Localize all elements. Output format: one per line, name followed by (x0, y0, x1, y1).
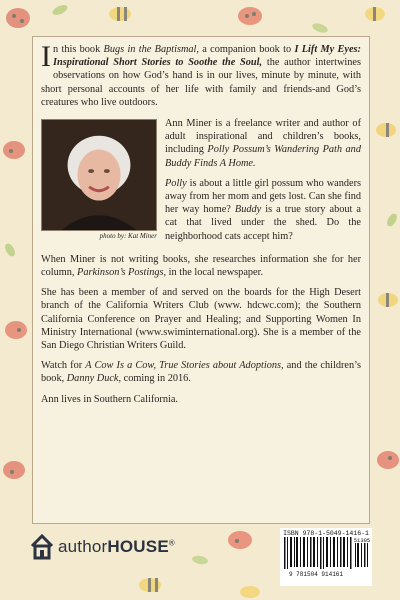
bee-icon (109, 7, 131, 21)
column-title: Parkinson’s Postings, (77, 267, 167, 279)
leaf-icon (385, 212, 399, 228)
membership-paragraph: She has been a member of and served on the boards for the High Desert branch of the California Writers Club (www. hdcwc.com); the Southern California Conference on Prayer and Healing; and Supporting Women In Ministry International (www.swiminternational.org). She is a member of the San Diego Christian Writers Guild. (41, 287, 361, 352)
isbn-number: ISBN 978-1-5049-1416-1 (283, 530, 369, 537)
bee-icon (378, 293, 398, 307)
back-cover-text-panel (32, 36, 370, 524)
author-photo (41, 119, 157, 231)
book-titles: Polly Possum’s Wandering Path and Buddy Finds A Home. (165, 144, 361, 169)
publisher-logo (30, 533, 175, 561)
bee-icon (240, 586, 260, 598)
book-title: I Lift My Eyes: Inspirational Short Stories to Soothe the Soul, (53, 44, 361, 69)
barcode-digits: 9 781504 914161 (288, 571, 344, 577)
leaf-icon (311, 22, 329, 35)
barcode-icon (280, 537, 372, 577)
photo-credit: photo by: Kat Miner (99, 232, 157, 241)
ladybug-icon (3, 141, 25, 159)
price-code: 51395 (353, 537, 371, 544)
house-logo-icon (30, 534, 54, 560)
leaf-icon (191, 555, 208, 566)
column-paragraph: When Miner is not writing books, she researches information she for her column, Parkinson’s Postings, in the local newspaper. (41, 253, 361, 279)
upcoming-books-paragraph: Watch for A Cow Is a Cow, True Stories about Adoptions, and the children’s book, Danny Duck, coming in 2016. (41, 360, 362, 385)
leaf-icon (3, 242, 17, 258)
bee-icon (139, 578, 161, 592)
ladybug-icon (377, 451, 399, 469)
intro-paragraph: In this book Bugs in the Baptismal, a companion book to I Lift My Eyes: Inspirational Short Stories to Soothe the Soul, the author intertwines observations on how God’s hand is in our lives, minute by minute, with short personal accounts of her life with family and friends-and God’s creatures who live outdoors. (41, 40, 361, 108)
ladybug-icon (5, 321, 27, 339)
bee-icon (365, 7, 385, 21)
ladybug-icon (238, 7, 262, 25)
author-photo-block (41, 119, 157, 241)
leaf-icon (51, 3, 69, 17)
book-title: Bugs in the Baptismal, (103, 44, 199, 55)
ladybug-icon (228, 531, 252, 549)
bee-icon (376, 123, 396, 137)
isbn-barcode (280, 528, 372, 586)
drop-cap: I (41, 40, 51, 73)
residence-paragraph: Ann lives in Southern California. (41, 393, 178, 405)
publisher-name: authorHOUSE® (58, 537, 175, 556)
books-description: Polly is about a little girl possum who wanders away from her mom and gets lost. Can she find her way home? Buddy is a true story about a cat that lived under the shed. Do the neighborhood cats accept him? (165, 177, 361, 242)
ladybug-icon (6, 8, 30, 28)
author-bio: Ann Miner is a freelance writer and author of adult inspirational and children’s books, including Polly Possum’s Wandering Path and Buddy Finds A Home. (165, 118, 361, 169)
ladybug-icon (3, 461, 25, 479)
